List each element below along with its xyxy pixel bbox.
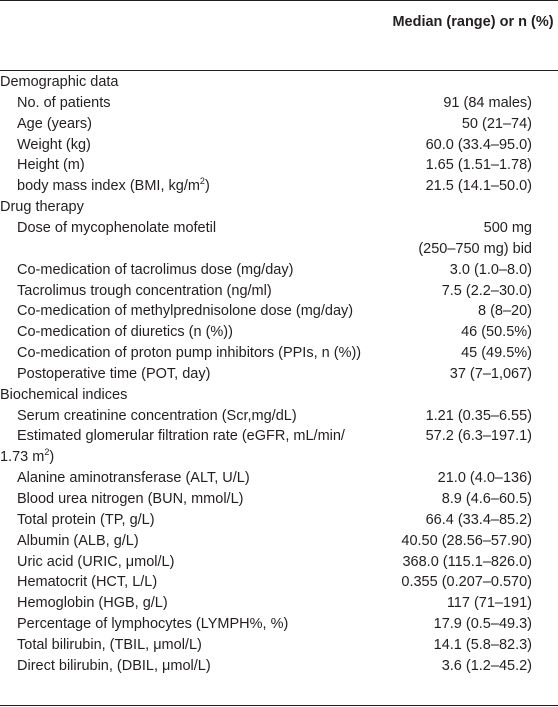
row-label-end: ) (204, 178, 210, 195)
row-value: 50 (21–74) (461, 115, 532, 132)
row-value: 1.21 (0.35–6.55) (425, 407, 532, 424)
row-label-text: Total protein (TP, g/L) (17, 511, 155, 528)
row-label-text: Alanine aminotransferase (ALT, U/L) (17, 470, 250, 487)
section-title: Biochemical indices (0, 386, 128, 403)
row-label-text: No. of patients (17, 94, 111, 111)
row-label-text: Co-medication of tacrolimus dose (mg/day) (17, 261, 294, 278)
row-label-text: Blood urea nitrogen (BUN, mmol/L) (17, 491, 244, 507)
row-label (17, 218, 216, 239)
row-value: 60.0 (33.4–95.0) (425, 136, 532, 153)
row-label-text: Co-medication of diuretics (n (%)) (17, 324, 233, 341)
row-value: 368.0 (115.1–826.0) (402, 553, 532, 570)
row-label (17, 343, 361, 364)
row-label (17, 614, 288, 635)
row-label (17, 656, 211, 677)
row-label-text: Total bilirubin, (TBIL, μmol/L) (17, 636, 202, 653)
row-label (17, 510, 155, 531)
row-label (17, 260, 293, 281)
row-label-text: Estimated glomerular filtration rate (eGFR, mL/min/ (17, 428, 345, 445)
header-bottom-rule (0, 70, 558, 71)
row-label (17, 406, 297, 427)
row-value: 8 (8–20) (477, 303, 532, 320)
row-label-continued (0, 447, 54, 468)
row-label-text: Hemoglobin (HGB, g/L) (17, 595, 168, 612)
row-label (17, 135, 91, 156)
row-label-text: Co-medication of proton pump inhibitors (PPIs, n (%)) (17, 345, 362, 362)
row-label (17, 176, 210, 197)
row-label-text: Height (m) (17, 157, 85, 174)
row-label-text: 1.73 m (0, 449, 45, 466)
table-bottom-rule (0, 705, 558, 706)
row-label-text: Weight (kg) (17, 136, 91, 153)
row-value: 1.65 (1.51–1.78) (425, 157, 532, 174)
row-value: 3.6 (1.2–45.2) (441, 657, 532, 674)
row-label-text: Dose of mycophenolate mofetil (17, 219, 217, 236)
section-title: Drug therapy (0, 199, 84, 216)
row-value: 66.4 (33.4–85.2) (425, 511, 532, 528)
row-value: 117 (71–191) (446, 595, 532, 612)
row-label (17, 635, 202, 656)
row-label (17, 426, 345, 447)
row-label (17, 301, 353, 322)
row-label-text: Uric acid (URIC, μmol/L) (17, 553, 175, 570)
row-label (17, 364, 210, 385)
row-label (17, 114, 92, 135)
row-value: 21.5 (14.1–50.0) (425, 178, 532, 195)
row-value: 17.9 (0.5–49.3) (433, 616, 532, 633)
row-label (17, 93, 111, 114)
row-label-text: Albumin (ALB, g/L) (17, 532, 139, 549)
row-value: 46 (50.5%) (461, 324, 532, 341)
row-label-text: Co-medication of methylprednisolone dose (mg/day) (17, 303, 354, 320)
row-value: 0.355 (0.207–0.570) (401, 574, 532, 591)
row-value: 57.2 (6.3–197.1) (425, 428, 532, 445)
row-value: 37 (7–1,067) (449, 365, 532, 382)
superscript: 2 (199, 176, 205, 187)
row-label-text: Age (years) (17, 115, 92, 132)
row-label (17, 281, 272, 302)
row-label-text: Hematocrit (HCT, L/L) (17, 574, 158, 591)
row-label-text: Direct bilirubin, (DBIL, μmol/L) (17, 657, 211, 674)
table-top-rule (0, 0, 558, 1)
row-label (17, 322, 233, 343)
superscript: 2 (44, 447, 50, 458)
row-label (17, 593, 168, 614)
row-value-continued: (250–750 mg) bid (418, 240, 532, 257)
row-label (17, 489, 243, 510)
section-title: Demographic data (0, 74, 119, 90)
column-header-value: Median (range) or n (%) (392, 14, 554, 30)
row-value: 3.0 (1.0–8.0) (449, 261, 532, 278)
row-label-end: ) (49, 449, 55, 466)
row-value: 14.1 (5.8–82.3) (433, 636, 532, 653)
row-value: 7.5 (2.2–30.0) (441, 282, 532, 299)
row-label-text: Tacrolimus trough concentration (ng/ml) (17, 282, 272, 299)
row-label (17, 552, 174, 573)
row-label-text: Percentage of lymphocytes (LYMPH%, %) (17, 616, 289, 633)
row-value: 21.0 (4.0–136) (437, 470, 532, 487)
row-value: 40.50 (28.56–57.90) (401, 532, 532, 549)
row-value: 45 (49.5%) (461, 345, 532, 362)
row-label-text: body mass index (BMI, kg/m (17, 178, 200, 195)
row-value: 91 (84 males) (443, 94, 532, 111)
row-label-text: Postoperative time (POT, day) (17, 365, 211, 382)
row-label (17, 468, 250, 489)
row-label (17, 155, 85, 176)
row-label (17, 572, 157, 593)
row-label-text: Serum creatinine concentration (Scr,mg/dL) (17, 407, 297, 424)
row-value: 500 mg (483, 219, 532, 236)
row-label (17, 531, 139, 552)
row-value: 8.9 (4.6–60.5) (441, 491, 532, 507)
